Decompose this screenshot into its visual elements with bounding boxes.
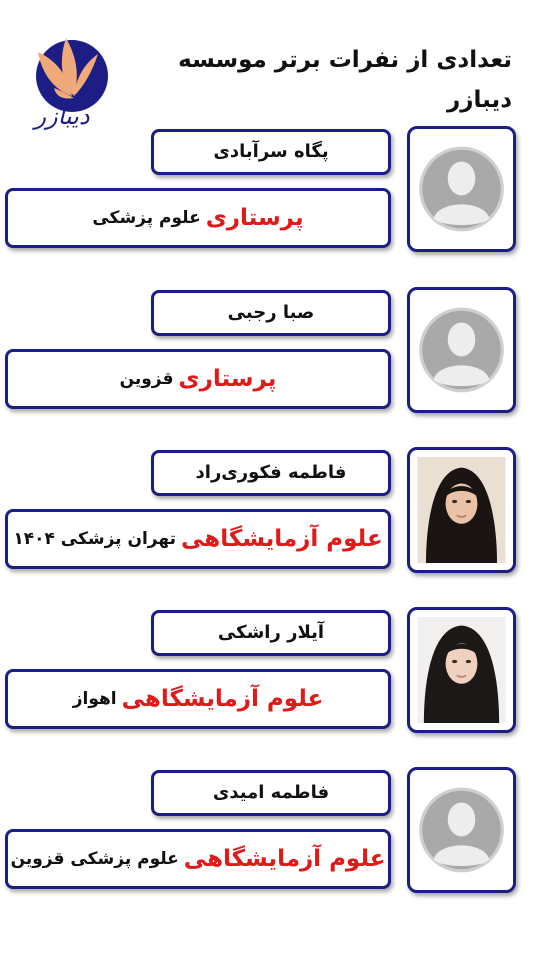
university-detail: علوم پزشکی: [92, 208, 201, 228]
field-of-study: پرستاری: [178, 366, 277, 392]
photo-frame: [407, 607, 516, 733]
field-of-study: علوم آزمایشگاهی: [181, 526, 383, 552]
student-card: [0, 129, 540, 253]
student-result: [5, 669, 391, 729]
photo-frame: [407, 447, 516, 573]
student-card: [0, 770, 540, 894]
svg-text:دیبازر: دیبازر: [34, 102, 90, 130]
student-result: [5, 509, 391, 569]
dibazr-logo: [6, 26, 116, 130]
student-name: صبا رجبی: [151, 290, 391, 336]
university-detail: قزوین: [119, 369, 174, 389]
student-name: فاطمه امیدی: [151, 770, 391, 816]
student-name: آیلار راشکی: [151, 610, 391, 656]
field-of-study: علوم آزمایشگاهی: [183, 846, 386, 872]
placeholder-avatar-icon: [417, 297, 506, 403]
university-detail: تهران پزشکی ۱۴۰۴: [13, 529, 176, 549]
student-result: [5, 829, 391, 889]
field-of-study: پرستاری: [205, 205, 304, 231]
student-card: [0, 290, 540, 414]
student-result: [5, 188, 391, 248]
university-detail: علوم پزشکی قزوین: [10, 849, 179, 869]
page-title: تعدادی از نفرات برتر موسسه دیبازر: [178, 47, 512, 113]
placeholder-avatar-icon: [417, 136, 506, 242]
photo-frame: [407, 126, 516, 252]
student-result: [5, 349, 391, 409]
field-of-study: علوم آزمایشگاهی: [121, 686, 324, 712]
photo-frame: [407, 767, 516, 893]
student-photo: [417, 457, 506, 563]
student-photo: [417, 617, 506, 723]
university-detail: اهواز: [72, 689, 117, 709]
student-card: [0, 450, 540, 574]
student-name: فاطمه فکوری‌راد: [151, 450, 391, 496]
placeholder-avatar-icon: [417, 777, 506, 883]
student-card: [0, 610, 540, 734]
photo-frame: [407, 287, 516, 413]
student-name: پگاه سرآبادی: [151, 129, 391, 175]
